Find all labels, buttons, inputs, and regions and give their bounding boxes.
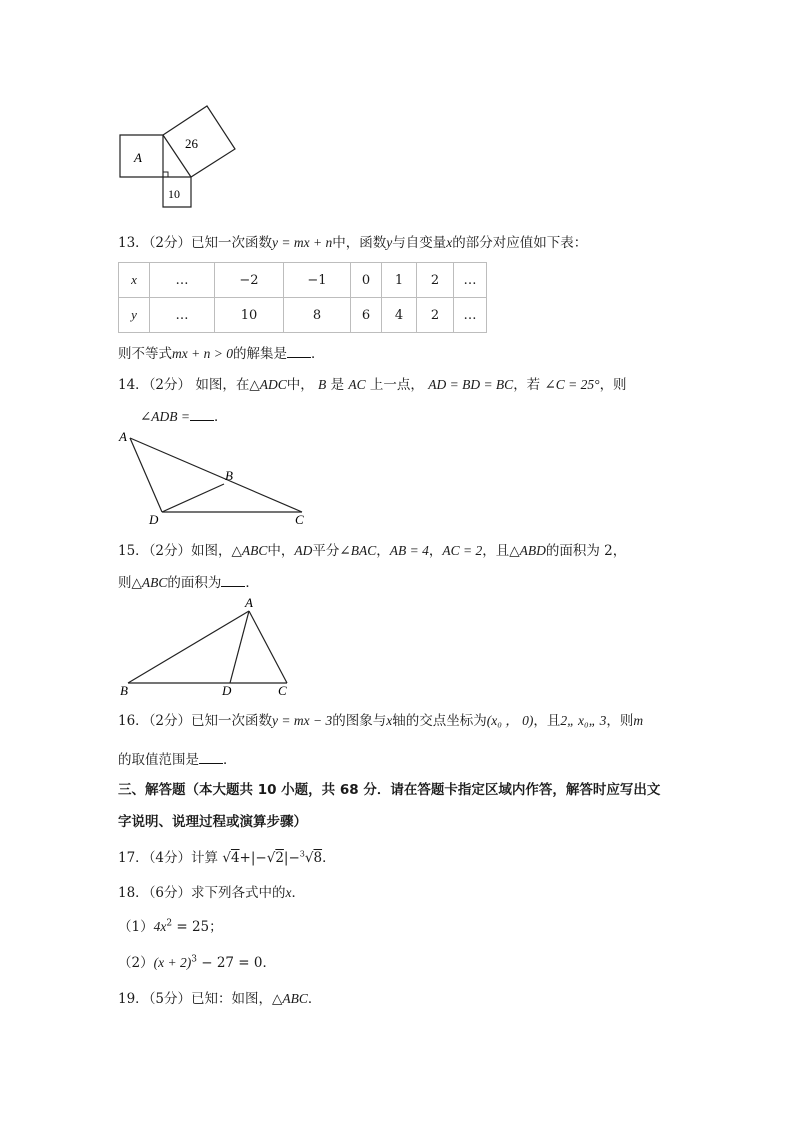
- q17-num: 17．: [118, 850, 149, 866]
- q14-ac: AC: [348, 377, 366, 392]
- table-cell: …: [150, 263, 215, 298]
- question-15: [118, 539, 626, 559]
- question-16: [118, 709, 643, 729]
- q14-label-d: D: [149, 512, 159, 527]
- q16-text3: 轴的交点坐标为: [392, 713, 487, 729]
- pythagoras-squares-figure: [110, 100, 250, 215]
- q14-label-b: B: [225, 468, 233, 483]
- q18-p2-b: − 27 = 0．: [196, 955, 276, 971]
- q16-x: x: [386, 713, 393, 728]
- q16-text1: 已知一次函数: [191, 713, 273, 729]
- q19-score: （5分）: [148, 991, 192, 1007]
- q15-triangle-figure: [115, 595, 315, 700]
- q13-text-post: 的部分对应值如下表：: [452, 235, 588, 251]
- q13-value-table: [118, 262, 487, 333]
- table-cell: 10: [215, 298, 284, 333]
- seg-ac: [249, 611, 287, 683]
- q18-num: 18．: [118, 885, 149, 901]
- q13-score: （2分）: [148, 235, 192, 251]
- table-row: [119, 263, 487, 298]
- seg-db: [162, 484, 224, 512]
- section-3-line2: 字说明、说理过程或演算步骤）: [118, 814, 307, 830]
- q17-text: 计算: [191, 850, 219, 866]
- table-cell: −2: [215, 263, 284, 298]
- q18-p2-a: (x + 2): [153, 955, 192, 970]
- table-cell: …: [454, 298, 487, 333]
- q15-ab: AB = 4: [389, 543, 429, 558]
- section-3-line1: 三、解答题（本大题共 10 小题，共 68 分．请在答题卡指定区域内作答，解答时应写出文: [118, 782, 661, 798]
- table-cell: −1: [284, 263, 351, 298]
- q15-ad: AD: [294, 543, 313, 558]
- question-13: [118, 231, 587, 251]
- q13-var-x: x: [446, 235, 453, 250]
- q19-tri: △ABC: [272, 991, 308, 1006]
- sqrt-icon: √: [222, 850, 231, 866]
- table-row: [119, 298, 487, 333]
- q16-num: 16．: [118, 713, 149, 729]
- q17-score: （4分）: [148, 850, 192, 866]
- table-cell: 2: [417, 263, 454, 298]
- q13-answer-post: 的解集是: [232, 346, 287, 362]
- seg-ad: [230, 611, 249, 683]
- q14-text2: 中，: [286, 377, 314, 393]
- q13-text-pre: 已知一次函数: [191, 235, 273, 251]
- q13-answer-pre: 则不等式: [118, 346, 172, 362]
- q18-p1-label: （1）: [118, 919, 154, 935]
- q15-tri: △ABC: [231, 543, 268, 558]
- label-10: 10: [168, 187, 180, 201]
- answer-blank[interactable]: [190, 408, 214, 421]
- q14-score: （2分）: [148, 377, 192, 393]
- q19-text: 已知：如图，: [191, 991, 273, 1007]
- sqrt-icon: √: [266, 850, 276, 866]
- q16-point: (x₀ ， 0): [486, 713, 534, 728]
- q16-line2-text: 的取值范围是: [118, 752, 199, 768]
- answer-blank[interactable]: [287, 345, 311, 358]
- q15-line2-post: 的面积为: [167, 575, 222, 591]
- q15-text4: ，且: [482, 543, 510, 559]
- q17-radicand-a: 4: [230, 850, 240, 866]
- section-3-heading: [118, 778, 660, 798]
- q13-func: y = mx + n: [272, 235, 333, 250]
- q13-answer-line: [118, 342, 324, 362]
- answer-blank[interactable]: [199, 751, 223, 764]
- q16-end: ．: [223, 752, 237, 768]
- q13-text-mid: 中，函数: [332, 235, 387, 251]
- q14-text1: 如图，在: [195, 377, 250, 393]
- q17-expr-b: +|−: [239, 850, 267, 866]
- q16-text5: ，则: [606, 713, 634, 729]
- q14-eq: AD = BD = BC: [428, 377, 514, 392]
- table-cell: 8: [284, 298, 351, 333]
- question-19: [118, 987, 321, 1007]
- seg-ac: [130, 438, 302, 512]
- q18-p1-b: = 25；: [172, 919, 223, 935]
- q19-end: ．: [307, 991, 322, 1007]
- question-17: [118, 846, 336, 866]
- table-cell: 0: [351, 263, 382, 298]
- q17-root-index: 3: [299, 849, 305, 859]
- q18-p1-a: 4x: [153, 919, 167, 934]
- q15-end: ．: [245, 575, 259, 591]
- label-26: 26: [185, 136, 198, 151]
- q17-radicand-c: 2: [275, 850, 284, 866]
- sqrt-icon: √: [304, 850, 314, 866]
- q18-p2-exp: 3: [191, 954, 197, 965]
- q16-func: y = mx − 3: [272, 713, 333, 728]
- q13-text-mid2: 与自变量: [392, 235, 447, 251]
- seg-ba: [128, 611, 249, 683]
- table-cell: y: [119, 298, 150, 333]
- q14-text5: ，若: [513, 377, 541, 393]
- q15-num: 15．: [118, 543, 149, 559]
- q15-sep2: ，: [428, 543, 443, 559]
- label-a: A: [134, 150, 142, 165]
- q14-angle: ∠C = 25°: [544, 377, 600, 392]
- q13-num: 13．: [118, 235, 149, 251]
- table-cell: x: [119, 263, 150, 298]
- section-3-heading-line2: [118, 810, 307, 830]
- table-cell: …: [454, 263, 487, 298]
- q14-tri: △ADC: [249, 377, 287, 392]
- q15-label-b: B: [120, 683, 128, 698]
- q15-label-d: D: [222, 683, 232, 698]
- q18-text: 求下列各式中的: [191, 885, 286, 901]
- q16-text4: ，且: [533, 713, 561, 729]
- q17-expr-d: |−: [283, 850, 300, 866]
- q18-p2-label: （2）: [118, 955, 154, 971]
- q14-text4: 上一点，: [369, 377, 424, 393]
- answer-blank[interactable]: [221, 574, 245, 587]
- q16-range: 2„ x₀„ 3: [560, 713, 607, 728]
- q17-end: ．: [322, 850, 336, 866]
- square-26: [163, 106, 235, 177]
- q18-part2: [118, 951, 276, 971]
- q17-radicand-e: 8: [313, 850, 323, 866]
- q18-score: （6分）: [148, 885, 192, 901]
- q13-var-y: y: [386, 235, 393, 250]
- q15-angle: ∠BAC: [339, 543, 377, 558]
- q14-b: B: [318, 377, 327, 392]
- q14-text3: 是: [330, 377, 345, 393]
- q18-end: ．: [291, 885, 306, 901]
- q15-text2: 中，: [267, 543, 295, 559]
- q15-abd: △ABD: [509, 543, 546, 558]
- q15-text1: 如图，: [191, 543, 232, 559]
- q16-line2: [118, 748, 237, 768]
- q16-text2: 的图象与: [332, 713, 387, 729]
- q19-num: 19．: [118, 991, 149, 1007]
- q16-m: m: [633, 713, 644, 728]
- table-cell: 6: [351, 298, 382, 333]
- q15-text3: 平分: [312, 543, 340, 559]
- q18-p1-exp: 2: [166, 918, 173, 929]
- q14-text6: ，则: [599, 377, 627, 393]
- q15-text5: 的面积为 2，: [545, 543, 627, 559]
- q14-end: ．: [214, 409, 228, 425]
- q16-score: （2分）: [148, 713, 192, 729]
- q15-line2: [118, 571, 259, 591]
- table-cell: 4: [382, 298, 417, 333]
- q13-inequality: mx + n > 0: [172, 346, 233, 361]
- q15-label-a: A: [245, 595, 253, 610]
- table-cell: 1: [382, 263, 417, 298]
- q18-x: x: [285, 885, 292, 900]
- q15-score: （2分）: [148, 543, 192, 559]
- q14-label-a: A: [119, 429, 127, 444]
- q14-num: 14．: [118, 377, 149, 393]
- q14-label-c: C: [295, 512, 304, 527]
- q15-sep1: ，: [376, 543, 390, 559]
- q14-line2: [140, 405, 228, 425]
- q15-ac: AC = 2: [442, 543, 483, 558]
- q13-end: ．: [310, 346, 325, 362]
- q15-line2-pre: 则: [118, 575, 132, 591]
- table-cell: 2: [417, 298, 454, 333]
- q18-part1: [118, 915, 223, 935]
- question-18: [118, 881, 305, 901]
- table-cell: …: [150, 298, 215, 333]
- q14-triangle-figure: [115, 428, 315, 528]
- q15-line2-tri: △ABC: [131, 575, 168, 590]
- q15-label-c: C: [278, 683, 287, 698]
- right-angle-mark: [163, 172, 168, 177]
- q14-line2-angle: ∠ADB =: [140, 409, 191, 424]
- question-14: [118, 373, 627, 393]
